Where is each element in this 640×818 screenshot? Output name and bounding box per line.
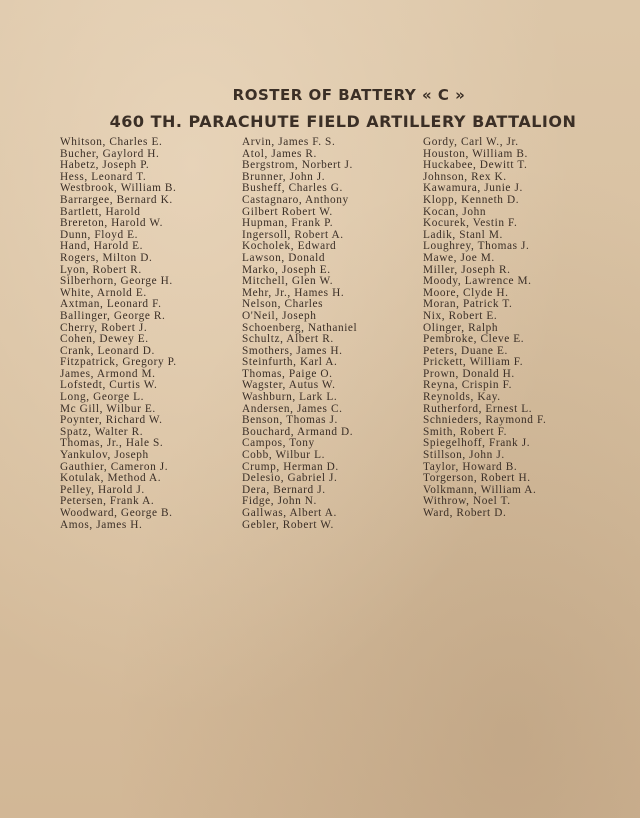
roster-column-2 (242, 137, 357, 531)
roster-name: Rogers, Milton D. (60, 251, 153, 264)
roster-name: Olinger, Ralph (423, 321, 499, 334)
roster-name: Spatz, Walter R. (60, 425, 144, 438)
roster-name: Thomas, Paige O. (242, 367, 333, 380)
roster-name: White, Arnold E. (60, 286, 147, 299)
roster-name: Gordy, Carl W., Jr. (423, 136, 519, 148)
roster-name: Withrow, Noel T. (423, 495, 511, 508)
roster-name: Ladik, Stanl M. (423, 228, 503, 241)
roster-name: Barrargee, Bernard K. (60, 193, 173, 206)
roster-name: Prickett, William F. (423, 356, 524, 369)
roster-name: Ballinger, George R. (60, 309, 166, 322)
roster-name: Yankulov, Joseph (60, 449, 149, 462)
roster-name: Kocan, John (423, 205, 487, 218)
roster-name: Stillson, John J. (423, 449, 505, 462)
roster-name: Atol, James R. (242, 147, 317, 160)
roster-name: Campos, Tony (242, 437, 315, 450)
roster-name: Habetz, Joseph P. (60, 159, 150, 172)
roster-name: Cohen, Dewey E. (60, 333, 149, 346)
roster-name: Fitzpatrick, Gregory P. (60, 356, 177, 369)
roster-name: Kotulak, Method A. (60, 472, 162, 485)
roster-name: Smothers, James H. (242, 344, 343, 357)
roster-name: Woodward, George B. (60, 507, 173, 519)
roster-name: Spiegelhoff, Frank J. (423, 437, 531, 450)
roster-name: Pelley, Harold J. (60, 483, 145, 496)
roster-name: Long, George L. (60, 391, 145, 404)
battalion-title: 460 TH. PARACHUTE FIELD ARTILLERY BATTALION (109, 112, 577, 131)
roster-name: Mc Gill, Wilbur E. (60, 402, 156, 415)
roster-name: Arvin, James F. S. (242, 136, 336, 148)
roster-name: Hand, Harold E. (60, 240, 144, 253)
roster-name: Fidge, John N. (242, 495, 317, 508)
roster-name: Brereton, Harold W. (60, 217, 164, 230)
roster-name: Kocurek, Vestin F. (423, 217, 518, 230)
roster-name: Brunner, John J. (242, 170, 326, 183)
roster-name: Mawe, Joe M. (423, 251, 495, 264)
roster-name: Schnieders, Raymond F. (423, 414, 547, 427)
roster-column-1 (60, 137, 177, 531)
roster-name: Moody, Lawrence M. (423, 275, 532, 288)
roster-name: Reyna, Crispin F. (423, 379, 513, 392)
roster-name: Crump, Herman D. (242, 460, 339, 473)
roster-name: Bartlett, Harold (60, 205, 141, 218)
roster-name: Axtman, Leonard F. (60, 298, 162, 311)
roster-name: Petersen, Frank A. (60, 495, 155, 508)
roster-name: Nix, Robert E. (423, 309, 498, 322)
roster-name: Bouchard, Armand D. (242, 425, 354, 438)
roster-name: Gilbert Robert W. (242, 205, 333, 218)
roster-name: Kocholek, Edward (242, 240, 337, 253)
roster-name: Bucher, Gaylord H. (60, 147, 160, 160)
roster-name: Rutherford, Ernest L. (423, 402, 533, 415)
roster-name: Gallwas, Albert A. (242, 507, 337, 519)
roster-column-3 (423, 137, 546, 520)
roster-name: Hess, Leonard T. (60, 170, 147, 183)
roster-name: Andersen, James C. (242, 402, 343, 415)
roster-name: Poynter, Richard W. (60, 414, 163, 427)
roster-name: Loughrey, Thomas J. (423, 240, 530, 253)
roster-name: Benson, Thomas J. (242, 414, 338, 427)
roster-name: O'Neil, Joseph (242, 309, 317, 322)
roster-name: Mehr, Jr., Hames H. (242, 286, 345, 299)
roster-name: Schoenberg, Nathaniel (242, 321, 358, 334)
roster-name: Taylor, Howard B. (423, 460, 518, 473)
roster-name: Schultz, Albert R. (242, 333, 334, 346)
roster-name: Dunn, Floyd E. (60, 228, 139, 241)
roster-name: Lofstedt, Curtis W. (60, 379, 158, 392)
roster-name: Marko, Joseph E. (242, 263, 331, 276)
roster-name: Hupman, Frank P. (242, 217, 334, 230)
roster-name: Torgerson, Robert H. (423, 472, 531, 485)
roster-name: Nelson, Charles (242, 298, 324, 311)
roster-name: Westbrook, William B. (60, 182, 177, 195)
roster-name: Miller, Joseph R. (423, 263, 511, 276)
roster-name: Moore, Clyde H. (423, 286, 509, 299)
roster-name: Lyon, Robert R. (60, 263, 142, 276)
roster-name: Whitson, Charles E. (60, 136, 163, 148)
roster-name: Busheff, Charles G. (242, 182, 343, 195)
roster-columns (60, 137, 620, 537)
roster-name: Cobb, Wilbur L. (242, 449, 326, 462)
roster-name: Gauthier, Cameron J. (60, 460, 169, 473)
roster-name: Ward, Robert D. (423, 507, 507, 519)
roster-name: Castagnaro, Anthony (242, 193, 349, 206)
roster-name: Delesio, Gabriel J. (242, 472, 338, 485)
roster-name: Reynolds, Kay. (423, 391, 501, 404)
roster-name: Klopp, Kenneth D. (423, 193, 520, 206)
roster-name: Bergstrom, Norbert J. (242, 159, 353, 172)
roster-name: Huckabee, Dewitt T. (423, 159, 528, 172)
roster-name: Smith, Robert F. (423, 425, 508, 438)
roster-name: Amos, James H. (60, 518, 143, 531)
roster-name: Silberhorn, George H. (60, 275, 173, 288)
roster-name: Crank, Leonard D. (60, 344, 155, 357)
roster-title: ROSTER OF BATTERY « C » (232, 86, 466, 104)
roster-name: Kawamura, Junie J. (423, 182, 523, 195)
roster-name: Pembroke, Cleve E. (423, 333, 525, 346)
roster-name: Lawson, Donald (242, 251, 326, 264)
roster-name: Volkmann, William A. (423, 483, 537, 496)
roster-name: Ingersoll, Robert A. (242, 228, 344, 241)
roster-name: Moran, Patrick T. (423, 298, 513, 311)
roster-name: Dera, Bernard J. (242, 483, 326, 496)
roster-name: Johnson, Rex K. (423, 170, 507, 183)
roster-name: Wagster, Autus W. (242, 379, 336, 392)
roster-name: Cherry, Robert J. (60, 321, 148, 334)
roster-name: Steinfurth, Karl A. (242, 356, 338, 369)
roster-name: Mitchell, Glen W. (242, 275, 334, 288)
roster-name: Houston, William B. (423, 147, 528, 160)
roster-name: James, Armond M. (60, 367, 156, 380)
roster-name: Gebler, Robert W. (242, 518, 334, 531)
roster-name: Washburn, Lark L. (242, 391, 338, 404)
roster-name: Thomas, Jr., Hale S. (60, 437, 164, 450)
roster-name: Peters, Duane E. (423, 344, 508, 357)
roster-name: Prown, Donald H. (423, 367, 515, 380)
